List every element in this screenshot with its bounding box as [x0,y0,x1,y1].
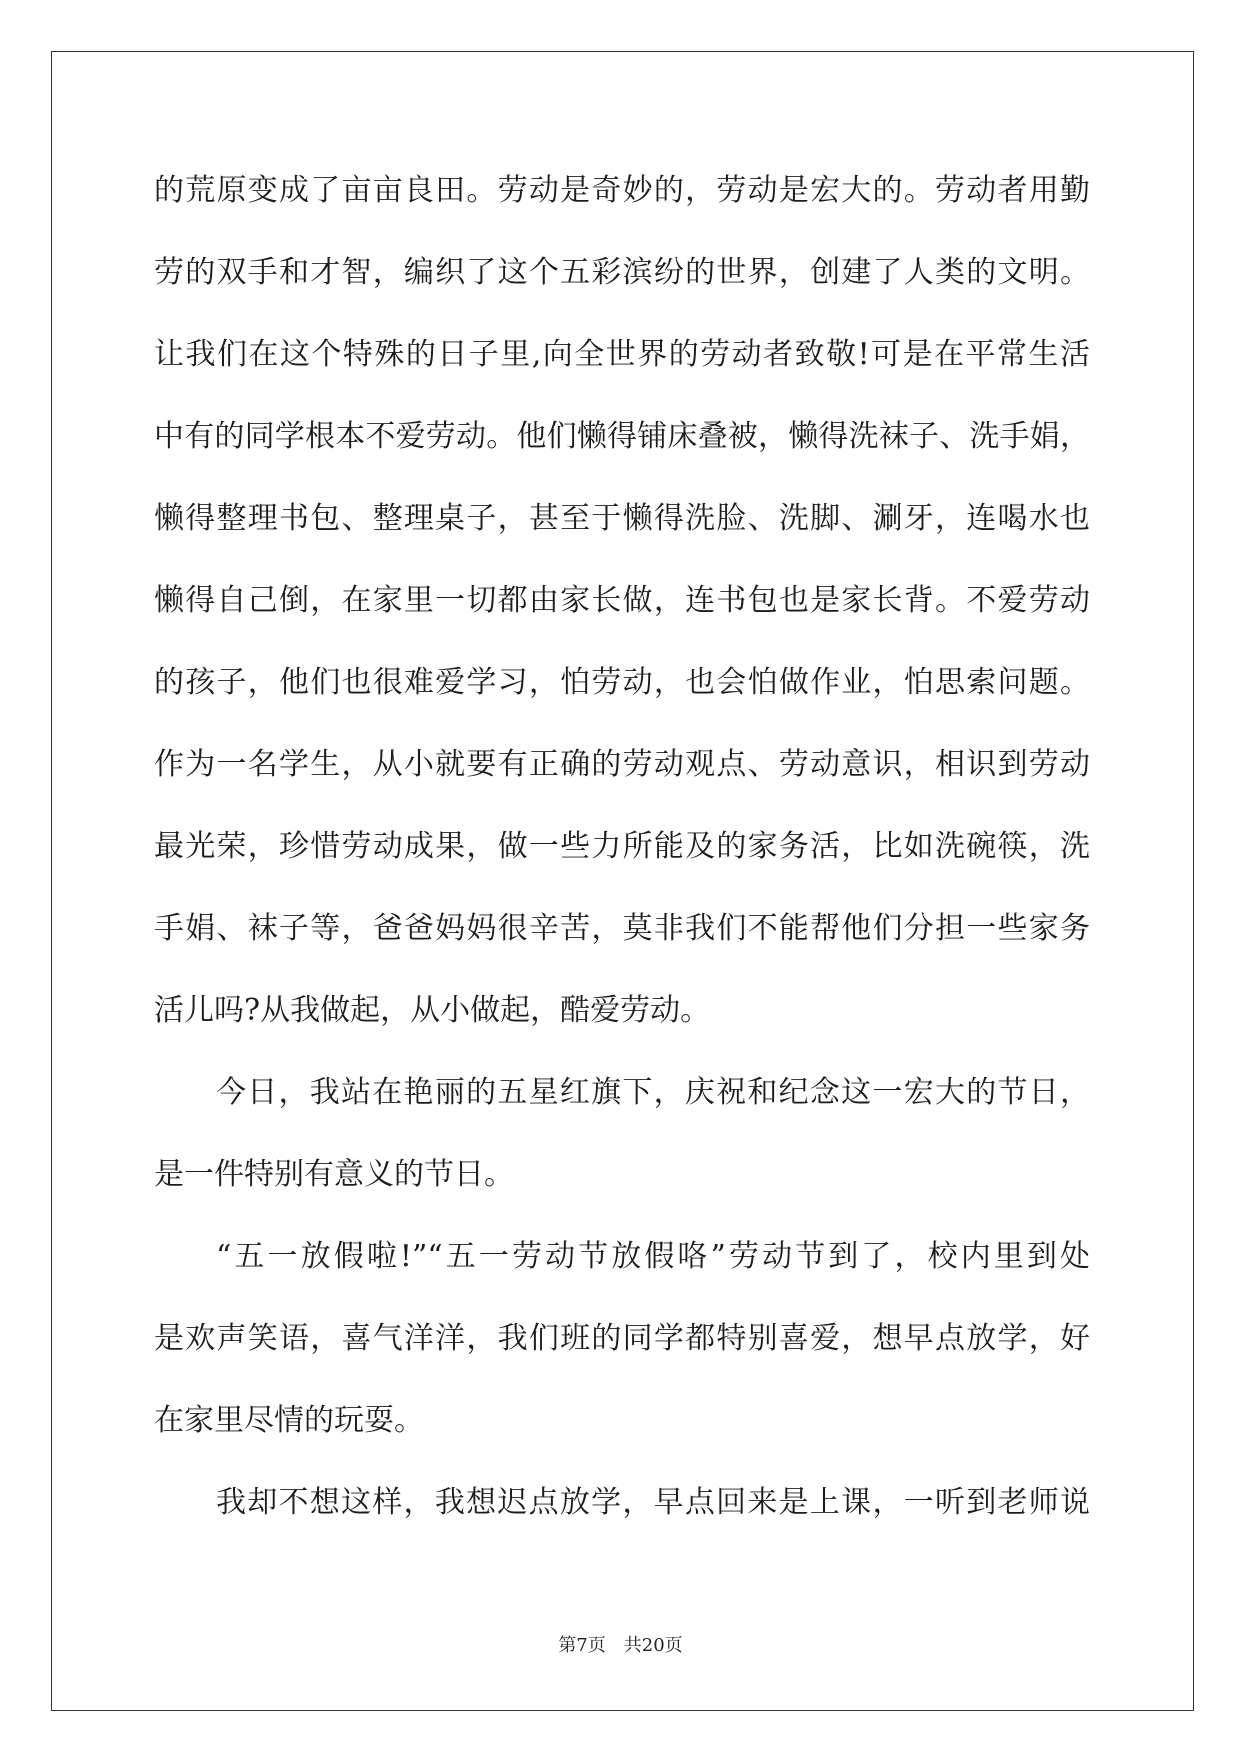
text-line: 中有的同学根本不爱劳动。他们懒得铺床叠被，懒得洗袜子、洗手娟， [154,419,1090,454]
paragraph-4 [154,1462,1090,1544]
page-number: 第7页 共20页 [558,1635,683,1656]
text-line: 是一件特别有意义的节日。 [154,1157,514,1192]
text-line: 懒得自己倒，在家里一切都由家长做，连书包也是家长背。不爱劳动 [154,583,1090,618]
text-line: 今日，我站在艳丽的五星红旗下，庆祝和纪念这一宏大的节日， [216,1075,1090,1110]
paragraph-1 [154,150,1090,1052]
text-line: 懒得整理书包、整理桌子，甚至于懒得洗脸、洗脚、涮牙，连喝水也 [154,501,1090,536]
text-line: 最光荣，珍惜劳动成果，做一些力所能及的家务活，比如洗碗筷，洗 [154,829,1090,864]
text-line: 我却不想这样，我想迟点放学，早点回来是上课，一听到老师说 [216,1485,1090,1520]
text-line: 劳的双手和才智，编织了这个五彩滨纷的世界，创建了人类的文明。 [154,255,1090,290]
text-line: 活儿吗?从我做起，从小做起，酷爱劳动。 [154,993,711,1028]
document-body [154,150,1090,1544]
text-line: “五一放假啦!”“五一劳动节放假咯”劳动节到了，校内里到处 [216,1239,1090,1274]
text-line: 的孩子，他们也很难爱学习，怕劳动，也会怕做作业，怕思索问题。 [154,665,1090,700]
paragraph-2 [154,1052,1090,1216]
paragraph-3 [154,1216,1090,1462]
text-line: 作为一名学生，从小就要有正确的劳动观点、劳动意识，相识到劳动 [154,747,1090,782]
text-line: 在家里尽情的玩耍。 [154,1403,424,1438]
text-line: 手娟、袜子等，爸爸妈妈很辛苦，莫非我们不能帮他们分担一些家务 [154,911,1090,946]
text-line: 的荒原变成了亩亩良田。劳动是奇妙的，劳动是宏大的。劳动者用勤 [154,173,1090,208]
text-line: 是欢声笑语，喜气洋洋，我们班的同学都特别喜爱，想早点放学，好 [154,1321,1090,1356]
text-line: 让我们在这个特殊的日子里,向全世界的劳动者致敬!可是在平常生活 [154,337,1090,372]
